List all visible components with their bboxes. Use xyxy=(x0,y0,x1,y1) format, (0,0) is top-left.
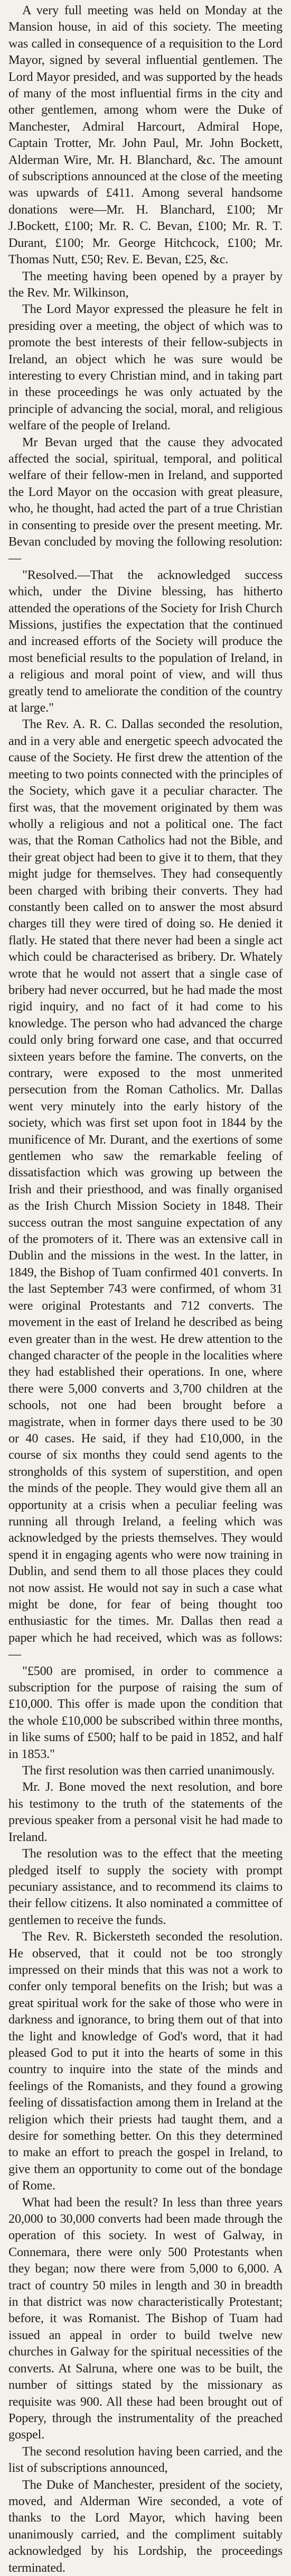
vote-of-thanks-paragraph: The Duke of Manchester, president of the society, moved, and Alderman Wire seconded, a vote of thanks to the Lord Mayor, which having been unanimously carried, and the compliment suitably acknowledged by his Lordship, the proceedings terminated. xyxy=(8,2477,283,2575)
bickersteth-speech-paragraph: The Rev. R. Bickersteth seconded the resolution. He observed, that it could not be too strongly impressed on their minds that this was not a work to confer only temporal benefits on the Irish; but was a great spiritual work for the sake of those who were in darkness and ignorance, to bring them out of that into the light and knowledge of God's word, that it had pleased God to put it into the hearts of some in this country to inquire into the state of the minds and feelings of the Romanists, and they found a growing feeling of dissatisfaction among them in Ireland at the religion which their priests had taught them, and a desire for something better. On this they determined to make an effort to preach the gospel in Ireland, to give them an opportunity to come out of the bondage of Rome. xyxy=(8,1929,283,2193)
dallas-speech-paragraph: The Rev. A. R. C. Dallas seconded the resolution, and in a very able and energetic speech advocated the cause of the Society. He first drew the attention of the meeting to two points connected with the principles of the Society, which gave it a peculiar character. The first was, that the movement originated by them was wholly a religious and not a political one. The fact was, that the Roman Catholics had not the Bible, and their great object had been to give it to them, that they might judge for themselves. They had consequently been charged with bribing their converts. They had constantly been called on to answer the most absurd charges till they were tired of doing so. He denied it flatly. He stated that there never had been a single act which could be characterised as bribery. Dr. Whately wrote that he would not assert that a single case of bribery had never occurred, but he had made the most rigid inquiry, and no fact of it had come to his knowledge. The person who had advanced the charge could only bring forward one case, and that occurred sixteen years before the famine. The converts, on the contrary, were exposed to the most unmerited persecution from the Roman Catholics. Mr. Dallas went very minutely into the early history of the society, which was first set upon foot in 1844 by the munificence of Mr. Durant, and the exertions of some gentlemen who saw the remarkable feeling of dissatisfaction which was growing up between the Irish and their priesthood, and was finally organised as the Irish Church Mission Society in 1848. Their success outran the most sanguine expectation of any of the promoters of it. There was an extensive call in Dublin and the missions in the west. In the latter, in 1849, the Bishop of Tuam confirmed 401 converts. In the last September 743 were confirmed, of whom 31 were original Protestants and 712 converts. The movement in the east of Ireland he described as being even greater than in the west. He drew attention to the changed character of the people in the localities where they had established their operations. In one, where there were 5,000 converts and 3,700 children at the schools, not one had been brought before a magistrate, when in former days there used to be 30 or 40 cases. He said, if they had £10,000, in the course of six months they could send agents to the strongholds of this system of superstition, and open the minds of the people. They would give them all an opportunity at a crisis when a peculiar feeling was running all through Ireland, a feeling which was acknowledged by the priests themselves. They would spend it in engaging agents who were now training in Dublin, and send them to all those places they could not now assist. He would not say in such a case what might be done, for fear of being thought too enthusiastic for the times. Mr. Dallas then read a paper which he had received, which was as follows:— xyxy=(8,717,283,1662)
meeting-intro-paragraph: A very full meeting was held on Monday at the Mansion house, in aid of this society. The meeting was called in consequence of a requisition to the Lord Mayor, signed by several influential gentlemen. The Lord Mayor presided, and was supported by the heads of many of the most influential firms in the city and other gentlemen, among whom were the Duke of Manchester, Admiral Harcourt, Admiral Hope, Captain Trotter, Mr. John Paul, Mr. John Bockett, Alderman Wire, Mr. H. Blanchard, &c. The amount of subscriptions announced at the close of the meeting was upwards of £411. Among several handsome donations were—Mr. H. Blanchard, £100; Mr J.Bockett, £100; Mr. R. C. Bevan, £100; Mr. R. T. Durant, £100; Mr. George Hitchcock, £100; Mr. Thomas Nutt, £50; Rev. E. Bevan, £25, &c. xyxy=(8,3,283,267)
subscription-offer-quote: "£500 are promised, in order to commence a subscription for the purpose of raising the sum of £10,000. This offer is made upon the condition that the whole £10,000 be subscribed within three months, in like sums of £500; half to be paid in 1852, and half in 1853." xyxy=(8,1663,283,1761)
bone-motion-paragraph: Mr. J. Bone moved the next resolution, and bore his testimony to the truth of the statements of the previous speaker from a personal visit he had made to Ireland. xyxy=(8,1780,283,1844)
first-resolution-quote: "Resolved.—That the acknowledged success which, under the Divine blessing, has hitherto attended the operations of the Society for Irish Church Missions, justifies the expectation that the continued and increased efforts of the Society will produce the most beneficial results to the population of Ireland, in a religious and moral point of view, and will thus greatly tend to ameliorate the condition of the country at large." xyxy=(8,567,283,715)
article-column xyxy=(8,2,283,2575)
second-resolution-carried-paragraph: The second resolution having been carried, and the list of subscriptions announced, xyxy=(8,2444,283,2476)
results-paragraph: What had been the result? In less than three years 20,000 to 30,000 converts had been made through the operation of this society. In west of Galway, in Connemara, there were only 500 Protestants when they began; now there were from 5,000 to 6,000. A tract of country 50 miles in length and 30 in breadth in that district was now characteristically Protestant; before, it was Romanist. The Bishop of Tuam had issued an appeal in order to build twelve new churches in Galway for the spiritual necessities of the converts. At Salruna, where one was to be built, the number of sittings stated by the missionary as requisite was 900. All these had been brought out of Popery, through the instrumentality of the preached gospel. xyxy=(8,2195,283,2442)
second-resolution-paragraph: The resolution was to the effect that the meeting pledged itself to supply the society with prompt pecuniary assistance, and to recommend its claims to their fellow citizens. It also nominated a committee of gentlemen to receive the funds. xyxy=(8,1846,283,1927)
lord-mayor-speech-paragraph: The Lord Mayor expressed the pleasure he felt in presiding over a meeting, the object of which was to promote the best interests of their fellow-subjects in Ireland, an object which he was sure would be interesting to every Christian mind, and in taking part in these proceedings he was only actuated by the principle of advancing the social, moral, and religious welfare of the people of Ireland. xyxy=(8,302,283,433)
first-resolution-carried-paragraph: The first resolution was then carried unanimously. xyxy=(22,1763,275,1778)
bevan-speech-paragraph: Mr Bevan urged that the cause they advocated affected the social, spiritual, temporal, and political welfare of their fellow-men in Ireland, and supported the Lord Mayor on the occasion with great pleasure, who, he thought, had acted the part of a true Christian in consenting to preside over the present meeting. Mr. Bevan concluded by moving the following resolution:— xyxy=(8,435,283,566)
opening-prayer-paragraph: The meeting having been opened by a prayer by the Rev. Mr. Wilkinson, xyxy=(8,269,283,300)
